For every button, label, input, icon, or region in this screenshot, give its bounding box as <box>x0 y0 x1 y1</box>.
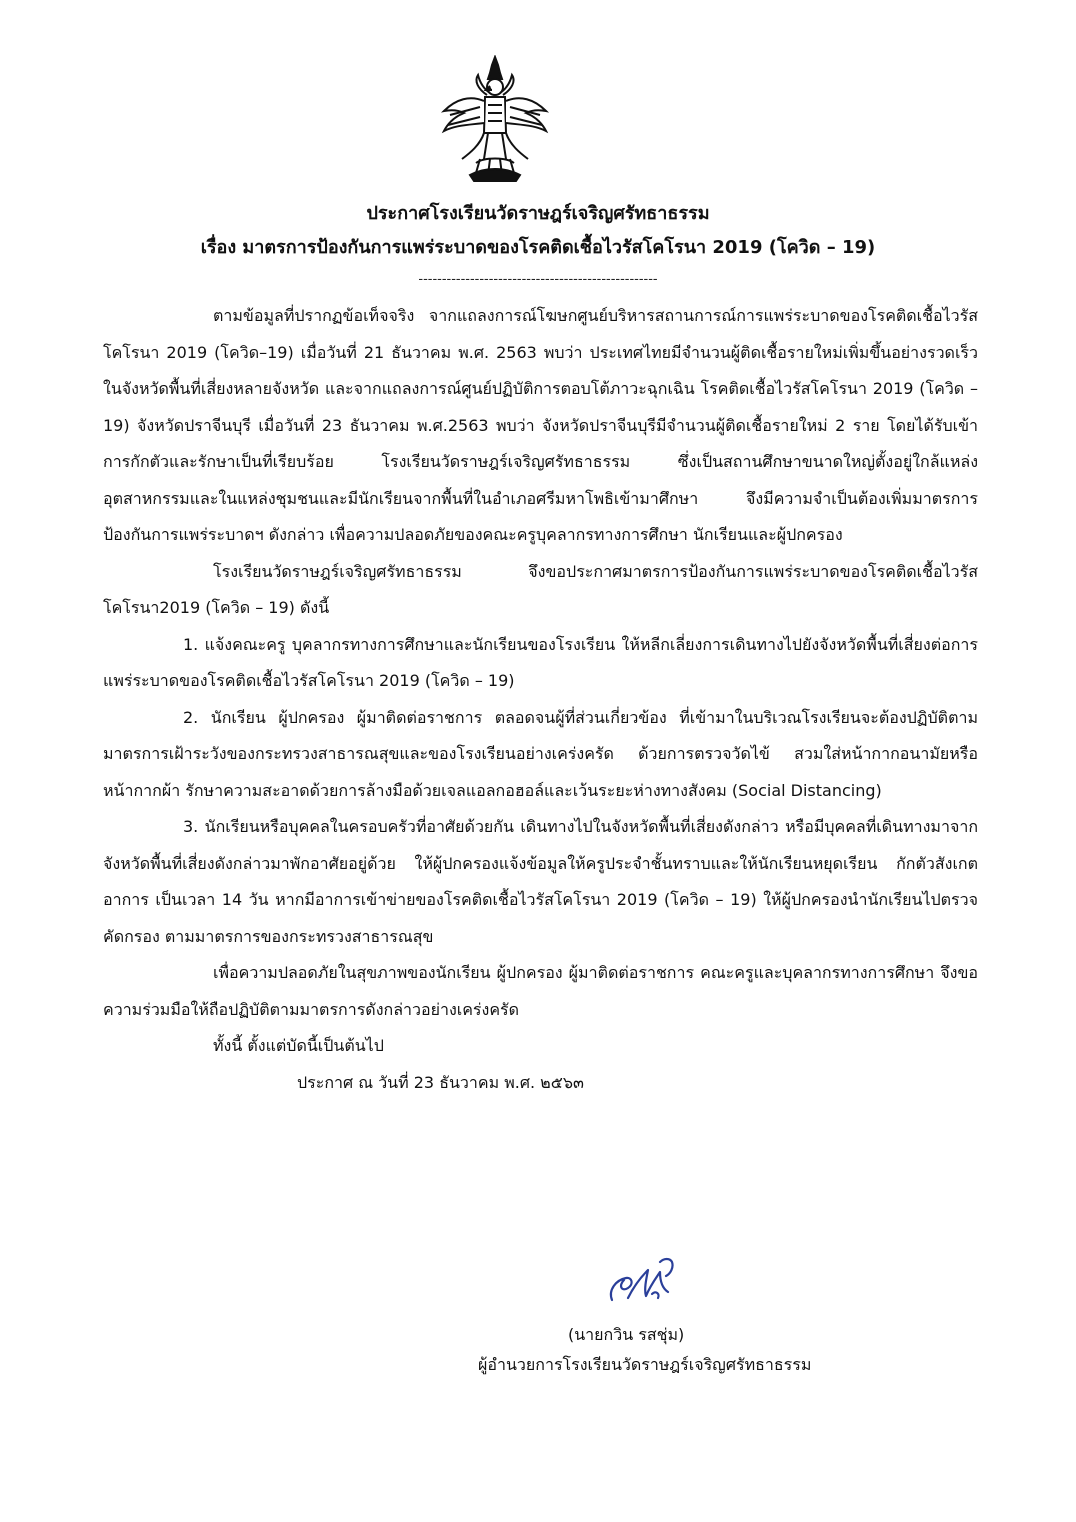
handwritten-signature-icon <box>598 1250 688 1310</box>
garuda-emblem-icon <box>440 55 550 185</box>
announcement-subject: เรื่อง มาตรการป้องกันการแพร่ระบาดของโรคติดเชื้อไวรัสโคโรนา 2019 (โควิด – 19) <box>200 237 876 258</box>
signatory-name: (นายกวิน รสชุ่ม) <box>568 1325 685 1344</box>
measure-item-3: 3. นักเรียนหรือบุคคลในครอบครัวที่อาศัยด้วยกัน เดินทางไปในจังหวัดพื้นที่เสี่ยงดังกล่าว หรือมีบุคคลที่เดินทางมาจากจังหวัดพื้นที่เสี่ยงดังกล่าวมาพักอาศัยอยู่ด้วย ให้ผู้ปกครองแจ้งข้อมูลให้ครูประจำชั้นทราบและให้นักเรียนหยุดเรียน กักตัวสังเกตอาการ เป็นเวลา 14 วัน หากมีอาการเข้าข่ายของโรคติดเชื้อไวรัสโคโรนา 2019 (โควิด – 19) ให้ผู้ปกครองนำนักเรียนไปตรวจคัดกรอง ตามมาตรการของกระทรวงสาธารณสุข <box>103 817 978 946</box>
title-divider: --------------------------------------------------- <box>418 272 658 287</box>
measure-item-1: 1. แจ้งคณะครู บุคลากรทางการศึกษาและนักเรียนของโรงเรียน ให้หลีกเลี่ยงการเดินทางไปยังจังหวัดพื้นที่เสี่ยงต่อการแพร่ระบาดของโรคติดเชื้อไวรัสโคโรนา 2019 (โควิด – 19) <box>103 634 978 690</box>
announcement-title: ประกาศโรงเรียนวัดราษฎร์เจริญศรัทธาธรรม <box>366 203 710 224</box>
announcement-body <box>103 298 978 1101</box>
paragraph-measures-intro: โรงเรียนวัดราษฎร์เจริญศรัทธาธรรม จึงขอประกาศมาตรการป้องกันการแพร่ระบาดของโรคติดเชื้อไวรัสโคโรนา2019 (โควิด – 19) ดังนี้ <box>103 561 978 617</box>
signatory-position: ผู้อำนวยการโรงเรียนวัดราษฎร์เจริญศรัทธาธรรม <box>478 1355 812 1374</box>
paragraph-background: ตามข้อมูลที่ปรากฏข้อเท็จจริง จากแถลงการณ์โฆษกศูนย์บริหารสถานการณ์การแพร่ระบาดของโรคติดเชื้อไวรัสโคโรนา 2019 (โควิด–19) เมื่อวันที่ 21 ธันวาคม พ.ศ. 2563 พบว่า ประเทศไทยมีจำนวนผู้ติดเชื้อรายใหม่เพิ่มขึ้นอย่างรวดเร็วในจังหวัดพื้นที่เสี่ยงหลายจังหวัด และจากแถลงการณ์ศูนย์ปฏิบัติการตอบโต้ภาวะฉุกเฉิน โรคติดเชื้อไวรัสโคโรนา 2019 (โควิด – 19) จังหวัดปราจีนบุรี เมื่อวันที่ 23 ธันวาคม พ.ศ.2563 พบว่า จังหวัดปราจีนบุรีมีจำนวนผู้ติดเชื้อรายใหม่ 2 ราย โดยได้รับเข้าการกักตัวและรักษาเป็นที่เรียบร้อย โรงเรียนวัดราษฎร์เจริญศรัทธาธรรม ซึ่งเป็นสถานศึกษาขนาดใหญ่ตั้งอยู่ใกล้แหล่งอุตสาหกรรมและในแหล่งชุมชนและมีนักเรียนจากพื้นที่ในอำเภอศรีมหาโพธิเข้ามาศึกษา จึงมีความจำเป็นต้องเพิ่มมาตรการป้องกันการแพร่ระบาดฯ ดังกล่าว เพื่อความปลอดภัยของคณะครูบุคลากรทางการศึกษา นักเรียนและผู้ปกครอง <box>103 306 978 544</box>
measure-item-2: 2. นักเรียน ผู้ปกครอง ผู้มาติดต่อราชการ ตลอดจนผู้ที่ส่วนเกี่ยวข้อง ที่เข้ามาในบริเวณโรงเรียนจะต้องปฏิบัติตามมาตรการเฝ้าระวังของกระทรวงสาธารณสุขและของโรงเรียนอย่างเคร่งครัด ด้วยการตรวจวัดไข้ สวมใส่หน้ากากอนามัยหรือหน้ากากผ้า รักษาความสะอาดด้วยการล้างมือด้วยเจลแอลกอฮอล์และเว้นระยะห่างทางสังคม (Social Distancing) <box>103 707 978 800</box>
effective-date-line: ทั้งนี้ ตั้งแต่บัดนี้เป็นต้นไป <box>213 1036 384 1055</box>
paragraph-cooperation: เพื่อความปลอดภัยในสุขภาพของนักเรียน ผู้ปกครอง ผู้มาติดต่อราชการ คณะครูและบุคลากรทางการศึกษา จึงขอความร่วมมือให้ถือปฏิบัติตามมาตรการดังกล่าวอย่างเคร่งครัด <box>103 963 978 1019</box>
announcement-date: ประกาศ ณ วันที่ 23 ธันวาคม พ.ศ. ๒๕๖๓ <box>297 1072 584 1092</box>
